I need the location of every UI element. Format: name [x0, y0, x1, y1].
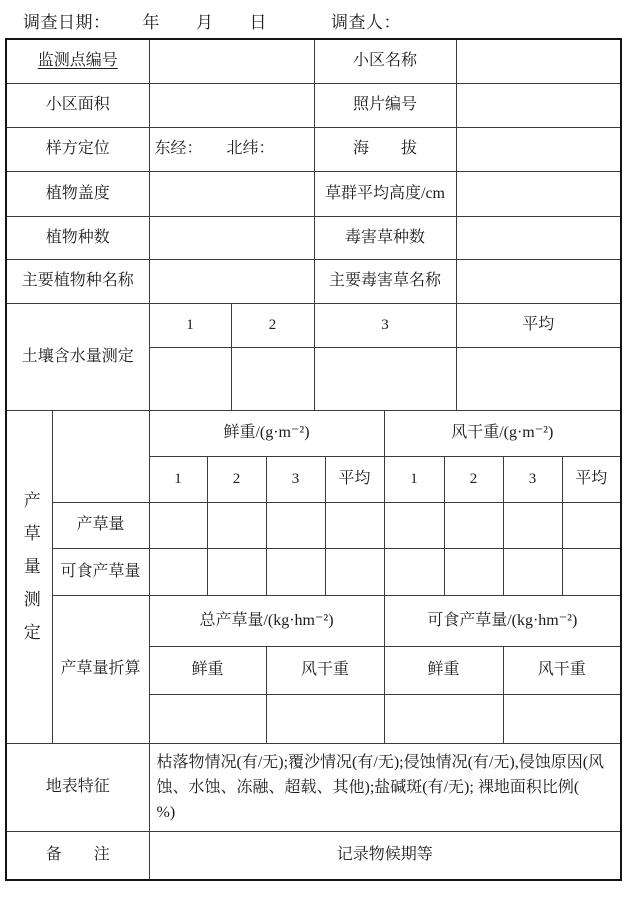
table-row	[6, 127, 621, 171]
input-cell	[149, 83, 314, 127]
input-cell	[456, 127, 621, 171]
input-cell	[314, 347, 456, 410]
remarks-label: 备 注	[6, 831, 149, 880]
dry-weight-header: 风干重/(g·m⁻²)	[384, 410, 621, 456]
input-cell	[231, 347, 314, 410]
field-label: 照片编号	[314, 83, 456, 127]
input-cell	[503, 548, 562, 595]
field-label: 植物盖度	[6, 171, 149, 216]
empty-cell	[52, 410, 149, 502]
input-cell	[149, 259, 314, 303]
input-cell	[149, 347, 231, 410]
column-header: 1	[149, 303, 231, 347]
input-cell	[456, 347, 621, 410]
field-label: 海 拔	[314, 127, 456, 171]
row-label: 可食产草量	[52, 548, 149, 595]
column-header: 3	[503, 456, 562, 502]
input-cell	[456, 216, 621, 259]
input-cell	[149, 502, 207, 548]
column-header: 1	[149, 456, 207, 502]
column-header: 2	[207, 456, 266, 502]
column-header: 1	[384, 456, 444, 502]
surveyor-label: 调查人：	[331, 13, 401, 32]
input-cell	[503, 502, 562, 548]
column-header: 风干重	[266, 646, 384, 694]
input-cell	[207, 502, 266, 548]
input-cell	[149, 548, 207, 595]
input-cell	[266, 502, 325, 548]
input-cell	[384, 694, 503, 743]
column-header: 2	[231, 303, 314, 347]
column-header: 2	[444, 456, 503, 502]
conversion-header-row	[6, 595, 621, 646]
field-label: 小区名称	[314, 39, 456, 83]
table-row	[6, 171, 621, 216]
input-cell	[456, 83, 621, 127]
surface-content: 枯落物情况(有/无);覆沙情况(有/无);侵蚀情况(有/无),侵蚀原因(风蚀、水蚀、冻融、超载、其他);盐碱斑(有/无); 裸地面积比例( %)	[149, 743, 621, 831]
input-cell	[149, 694, 266, 743]
field-label: 小区面积	[6, 83, 149, 127]
conversion-label: 产草量折算	[52, 595, 149, 743]
edible-yield-header: 可食产草量/(kg·hm⁻²)	[384, 595, 621, 646]
yield-row	[6, 502, 621, 548]
yield-group-header-row	[6, 410, 621, 456]
year-label: 年	[142, 13, 160, 32]
surface-row	[6, 743, 621, 831]
form-header	[23, 8, 401, 33]
column-header: 鲜重	[384, 646, 503, 694]
input-cell	[207, 548, 266, 595]
input-cell	[325, 502, 384, 548]
input-cell	[384, 502, 444, 548]
field-label: 植物种数	[6, 216, 149, 259]
input-cell	[444, 548, 503, 595]
table-row	[6, 83, 621, 127]
input-cell	[266, 694, 384, 743]
input-cell	[456, 39, 621, 83]
input-cell	[325, 548, 384, 595]
field-label: 毒害草种数	[314, 216, 456, 259]
field-label: 主要毒害草名称	[314, 259, 456, 303]
input-cell	[444, 502, 503, 548]
survey-table	[5, 38, 622, 881]
column-header: 3	[314, 303, 456, 347]
column-header: 3	[266, 456, 325, 502]
soil-moisture-header-row	[6, 303, 621, 347]
soil-moisture-label: 土壤含水量测定	[6, 303, 149, 410]
input-cell	[456, 259, 621, 303]
table-row	[6, 216, 621, 259]
field-label: 主要植物种名称	[6, 259, 149, 303]
column-header: 平均	[456, 303, 621, 347]
remarks-row	[6, 831, 621, 880]
input-cell	[456, 171, 621, 216]
input-cell	[149, 39, 314, 83]
row-label: 产草量	[52, 502, 149, 548]
day-label: 日	[249, 13, 267, 32]
field-label: 样方定位	[6, 127, 149, 171]
column-header: 鲜重	[149, 646, 266, 694]
input-cell	[266, 548, 325, 595]
remarks-content: 记录物候期等	[149, 831, 621, 880]
fresh-weight-header: 鲜重/(g·m⁻²)	[149, 410, 384, 456]
field-label: 监测点编号	[6, 39, 149, 83]
input-cell	[562, 502, 621, 548]
surface-label: 地表特征	[6, 743, 149, 831]
total-yield-header: 总产草量/(kg·hm⁻²)	[149, 595, 384, 646]
column-header: 风干重	[503, 646, 621, 694]
input-cell	[503, 694, 621, 743]
column-header: 平均	[325, 456, 384, 502]
column-header: 平均	[562, 456, 621, 502]
input-cell	[562, 548, 621, 595]
table-row	[6, 259, 621, 303]
input-cell: 东经： 北纬：	[149, 127, 314, 171]
month-label: 月	[196, 13, 214, 32]
field-label: 草群平均高度/cm	[314, 171, 456, 216]
input-cell	[384, 548, 444, 595]
input-cell	[149, 171, 314, 216]
yield-section-label: 产草量测定	[6, 410, 52, 743]
table-row	[6, 39, 621, 83]
yield-row	[6, 548, 621, 595]
survey-date-label: 调查日期：	[23, 13, 111, 32]
input-cell	[149, 216, 314, 259]
